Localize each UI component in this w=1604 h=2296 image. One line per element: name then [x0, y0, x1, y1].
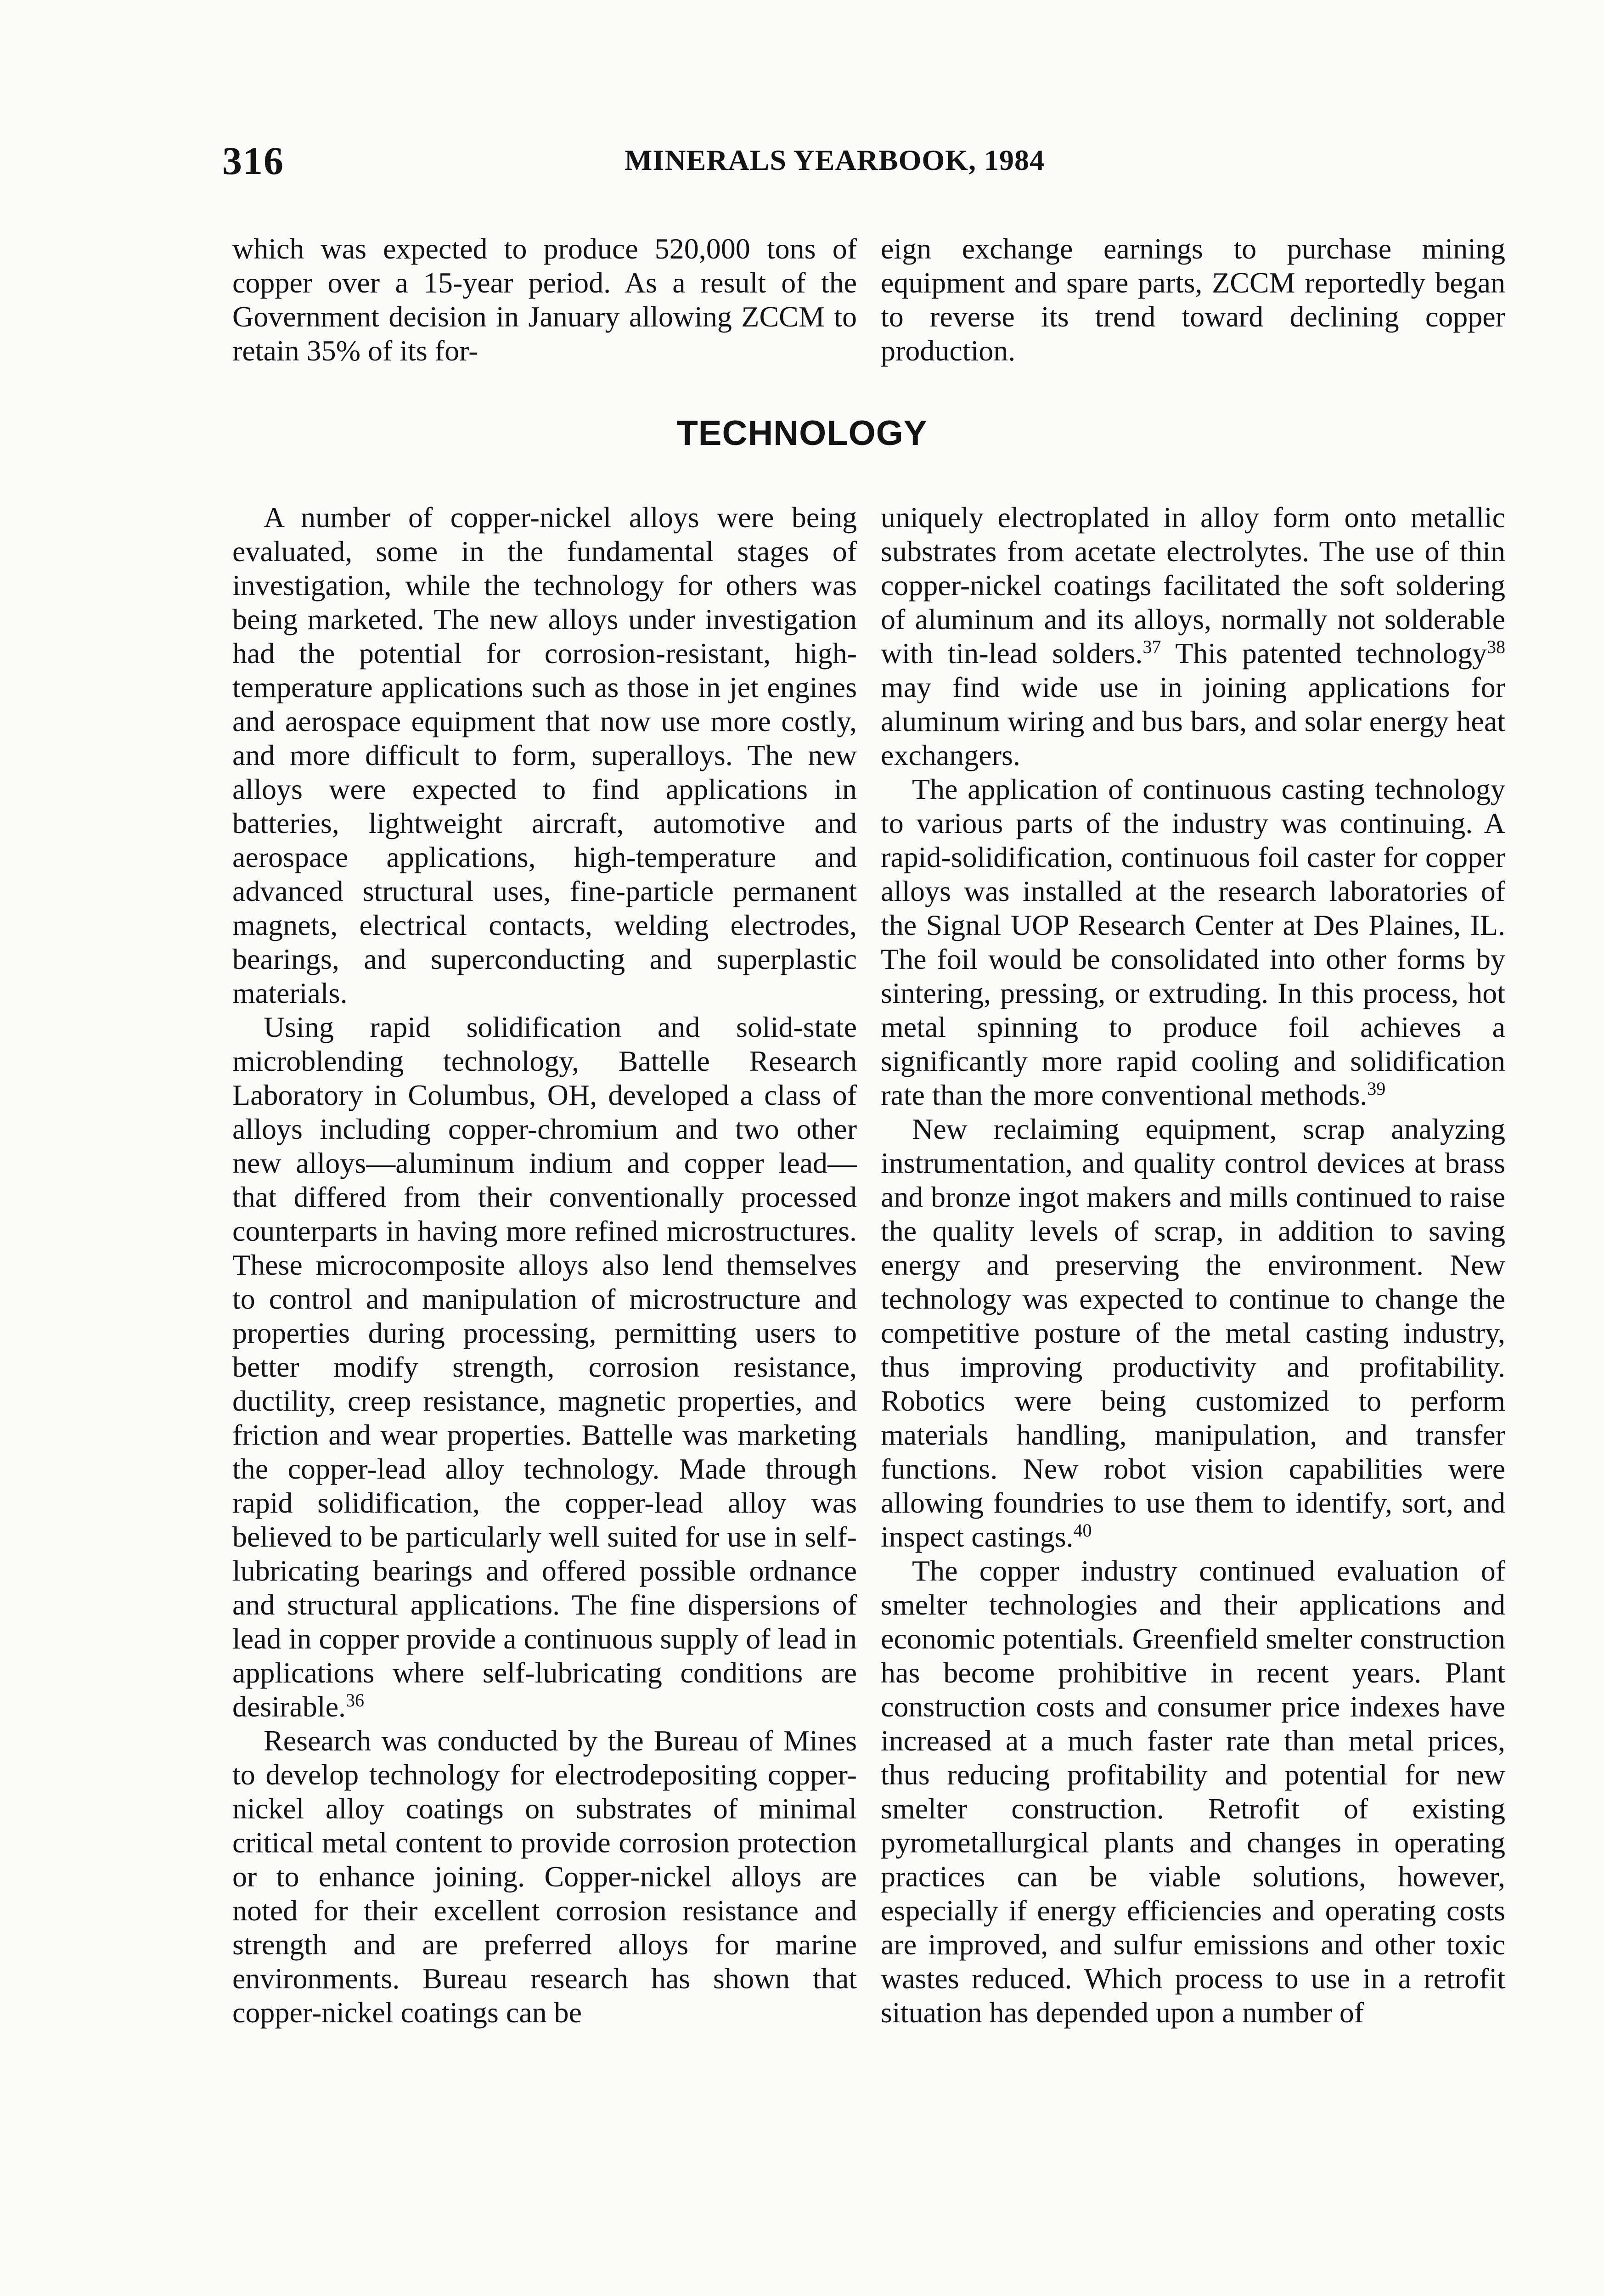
paragraph-battelle-text: Using rapid solidification and solid-state microblending technology, Battelle Research Laboratory in Columbus, OH, developed a class of alloys including copper-chromium and two other new alloys—aluminum indium and copper lead—that differed from their conventionally processed counterparts in having more refined microstructures. These microcomposite alloys also lend themselves to control and manipulation of microstructure and properties during processing, permitting users to better modify strength, corrosion resistance, ductility, creep resistance, magnetic properties, and friction and wear properties. Battelle was marketing the copper-lead alloy technology. Made through rapid solidification, the copper-lead alloy was believed to be particularly well suited for use in self-lubricating bearings and offered possible ordnance and structural applications. The fine dispersions of lead in copper provide a continuous supply of lead in applications where self-lubricating conditions are desirable. [232, 1011, 857, 1723]
paragraph-electroplating-text-a: uniquely electroplated in alloy form onto metallic substrates from acetate electrolytes. The use of thin copper-nickel coatings facilitated the soft soldering of aluminum and its alloys, normally not solderable with tin-lead solders. [881, 501, 1505, 670]
footnote-ref-38: 38 [1487, 636, 1506, 657]
paragraph-electroplating-text-b: This patented technology [1161, 637, 1487, 670]
right-column [881, 501, 1505, 2030]
intro-right-text: eign exchange earnings to purchase mining equipment and spare parts, ZCCM reportedly began to reverse its trend toward declining copper production. [881, 232, 1505, 367]
footnote-ref-40: 40 [1073, 1520, 1092, 1541]
paragraph-electroplating [881, 501, 1505, 772]
paragraph-alloys: A number of copper-nickel alloys were being evaluated, some in the fundamental stages of investigation, while the technology for others was being marketed. The new alloys under investigation had the potential for corrosion-resistant, high-temperature applications such as those in jet engines and aerospace equipment that now use more costly, and more difficult to form, superalloys. The new alloys were expected to find applications in batteries, lightweight aircraft, automotive and aerospace applications, high-temperature and advanced structural uses, fine-particle permanent magnets, electrical contacts, welding electrodes, bearings, and superconducting and superplastic materials. [232, 501, 857, 1009]
paragraph-continuous-casting [881, 772, 1505, 1112]
footnote-ref-36: 36 [346, 1690, 364, 1711]
footnote-ref-37: 37 [1142, 636, 1161, 657]
paragraph-continuous-casting-text: The application of continuous casting technology to various parts of the industry was continuing. A rapid-solidification, continuous foil caster for copper alloys was installed at the research laboratories of the Signal UOP Research Center at Des Plaines, IL. The foil would be consolidated into other forms by sintering, pressing, or extruding. In this process, hot metal spinning to produce foil achieves a significantly more rapid cooling and solidification rate than the more conventional methods. [881, 773, 1505, 1111]
footnote-ref-39: 39 [1367, 1078, 1386, 1099]
running-title: MINERALS YEARBOOK, 1984 [625, 144, 1045, 176]
left-column [232, 501, 857, 2030]
paragraph-battelle [232, 1010, 857, 1724]
section-heading: TECHNOLOGY [676, 414, 928, 453]
intro-right-column [881, 232, 1505, 368]
paragraph-reclaiming-text: New reclaiming equipment, scrap analyzing instrumentation, and quality control devices at brass and bronze ingot makers and mills continued to raise the quality levels of scrap, in addition to saving energy and preserving the environment. New technology was expected to continue to change the competitive posture of the metal casting industry, thus improving productivity and profitability. Robotics were being customized to perform materials handling, manipulation, and transfer functions. New robot vision capabilities were allowing foundries to use them to identify, sort, and inspect castings. [881, 1113, 1505, 1553]
paragraph-electroplating-text-c: may find wide use in joining applications for aluminum wiring and bus bars, and solar energy heat exchangers. [881, 671, 1505, 771]
paragraph-bureau-research: Research was conducted by the Bureau of Mines to develop technology for electrodepositing copper-nickel alloy coatings on substrates of minimal critical metal content to provide corrosion protection or to enhance joining. Copper-nickel alloys are noted for their excellent corrosion resistance and strength and are preferred alloys for marine environments. Bureau research has shown that copper-nickel coatings can be [232, 1724, 857, 2029]
paragraph-smelter: The copper industry continued evaluation of smelter technologies and their applications and economic potentials. Greenfield smelter construction has become prohibitive in recent years. Plant construction costs and consumer price indexes have increased at a much faster rate than metal prices, thus reducing profitability and potential for new smelter construction. Retrofit of existing pyrometallurgical plants and changes in operating practices can be viable solutions, however, especially if energy efficiencies and operating costs are improved, and sulfur emissions and other toxic wastes reduced. Which process to use in a retrofit situation has depended upon a number of [881, 1554, 1505, 2029]
page-number: 316 [222, 139, 284, 183]
intro-left-column [232, 232, 857, 368]
intro-left-text: which was expected to produce 520,000 tons of copper over a 15-year period. As a result of the Government decision in January allowing ZCCM to retain 35% of its for- [232, 232, 857, 367]
paragraph-reclaiming [881, 1112, 1505, 1554]
